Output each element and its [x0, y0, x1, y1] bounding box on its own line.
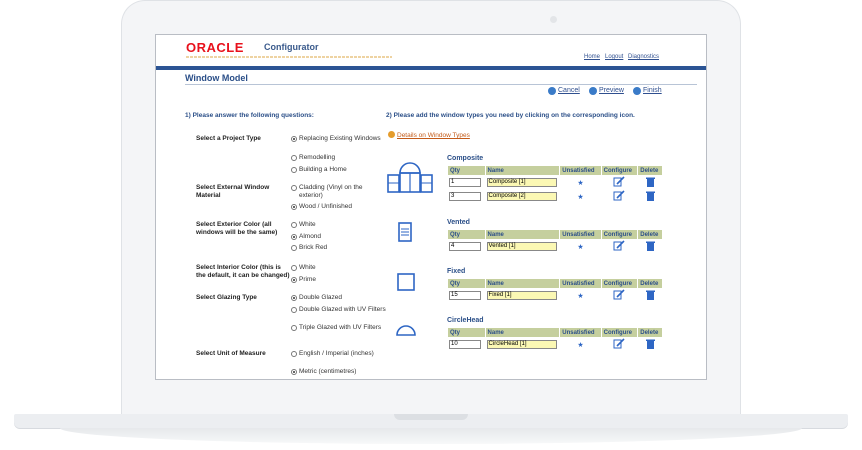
radio-option[interactable] — [291, 166, 386, 174]
composite-table — [447, 165, 663, 204]
radio-option[interactable] — [291, 203, 386, 211]
radio-option[interactable] — [291, 233, 386, 241]
col-name: Name — [485, 279, 560, 289]
question-label: Select Glazing Type — [196, 294, 257, 301]
col-unsatisfied: Unsatisfied — [560, 230, 601, 240]
radio-icon[interactable] — [291, 277, 297, 283]
page-title: Window Model — [185, 73, 248, 83]
radio-label: Triple Glazed with UV Filters — [299, 324, 382, 331]
cancel-button[interactable]: Cancel — [558, 87, 580, 94]
radio-icon[interactable] — [291, 245, 297, 251]
radio-icon[interactable] — [291, 295, 297, 301]
composite-window-icon[interactable] — [386, 156, 434, 194]
qty-input[interactable]: 10 — [449, 340, 481, 349]
radio-label: Replacing Existing Windows — [299, 135, 381, 142]
col-qty: Qty — [448, 166, 486, 176]
cancel-icon[interactable] — [548, 87, 556, 95]
col-unsatisfied: Unsatisfied — [560, 328, 601, 338]
radio-option[interactable] — [291, 184, 386, 200]
question-label: Select External Window Material — [196, 184, 270, 199]
diagnostics-link[interactable]: Diagnostics — [628, 54, 660, 60]
col-delete: Delete — [638, 279, 663, 289]
radio-label: Double Glazed with UV Filters — [299, 306, 386, 313]
radio-option[interactable] — [291, 135, 386, 143]
radio-icon[interactable] — [291, 351, 297, 357]
question-label: Select Unit of Measure — [196, 350, 266, 357]
table-row — [448, 289, 663, 303]
radio-icon[interactable] — [291, 167, 297, 173]
circlehead-window-icon[interactable] — [396, 324, 416, 336]
logo-underline — [186, 56, 392, 58]
unsatisfied-star-icon: ★ — [560, 289, 601, 303]
radio-option[interactable] — [291, 324, 386, 332]
finish-button[interactable]: Finish — [643, 87, 662, 94]
qty-input[interactable]: 4 — [449, 242, 481, 251]
qty-input[interactable]: 3 — [449, 192, 481, 201]
col-name: Name — [485, 230, 560, 240]
unsatisfied-star-icon: ★ — [560, 190, 601, 204]
delete-trash-icon[interactable] — [638, 289, 663, 303]
vented-table — [447, 229, 663, 254]
configure-pencil-icon[interactable] — [601, 176, 638, 190]
radio-option[interactable] — [291, 221, 386, 229]
radio-icon[interactable] — [291, 265, 297, 271]
preview-button[interactable]: Preview — [599, 87, 624, 94]
radio-option[interactable] — [291, 350, 386, 358]
radio-label: Almond — [299, 233, 322, 240]
details-window-types-link[interactable]: Details on Window Types — [397, 132, 470, 139]
table-row — [448, 176, 663, 190]
fixed-table — [447, 278, 663, 303]
info-icon — [388, 131, 395, 138]
col-qty: Qty — [448, 279, 486, 289]
camera-icon — [550, 16, 557, 23]
question-label: Select Interior Color (this is the default, it can be changed) — [196, 264, 290, 279]
name-input[interactable]: CircleHead [1] — [487, 340, 557, 349]
col-configure: Configure — [601, 166, 638, 176]
question-label: Select a Project Type — [196, 135, 261, 142]
section-title-composite: Composite — [447, 155, 484, 162]
col-configure: Configure — [601, 279, 638, 289]
configure-pencil-icon[interactable] — [601, 240, 638, 254]
questions-heading: 1) Please answer the following questions: — [185, 112, 314, 119]
unsatisfied-star-icon: ★ — [560, 338, 601, 352]
section-title-circlehead: CircleHead — [447, 317, 484, 324]
delete-trash-icon[interactable] — [638, 176, 663, 190]
fixed-window-icon[interactable] — [397, 273, 415, 291]
col-qty: Qty — [448, 328, 486, 338]
radio-label: Double Glazed — [299, 294, 342, 301]
table-row — [448, 240, 663, 254]
col-unsatisfied: Unsatisfied — [560, 279, 601, 289]
vented-window-icon[interactable] — [398, 222, 412, 242]
col-name: Name — [485, 166, 560, 176]
finish-icon[interactable] — [633, 87, 641, 95]
radio-option[interactable] — [291, 154, 386, 162]
laptop-base-shadow — [60, 428, 802, 444]
name-input[interactable]: Vented [1] — [487, 242, 557, 251]
col-delete: Delete — [638, 166, 663, 176]
name-input[interactable]: Composite [1] — [487, 178, 557, 187]
qty-input[interactable]: 1 — [449, 178, 481, 187]
col-configure: Configure — [601, 328, 638, 338]
radio-icon[interactable] — [291, 155, 297, 161]
configure-pencil-icon[interactable] — [601, 338, 638, 352]
unsatisfied-star-icon: ★ — [560, 176, 601, 190]
oracle-logo: ORACLE — [186, 40, 244, 55]
col-qty: Qty — [448, 230, 486, 240]
radio-option[interactable] — [291, 306, 386, 314]
name-input[interactable]: Composite [2] — [487, 192, 557, 201]
table-row — [448, 338, 663, 352]
question-label: Select Exterior Color (all windows will be the same) — [196, 221, 278, 236]
radio-label: Brick Red — [299, 244, 328, 251]
configure-pencil-icon[interactable] — [601, 190, 638, 204]
header-bar — [156, 66, 707, 70]
delete-trash-icon[interactable] — [638, 338, 663, 352]
delete-trash-icon[interactable] — [638, 240, 663, 254]
radio-label: Cladding (Vinyl on the exterior) — [299, 184, 363, 199]
home-link[interactable]: Home — [584, 54, 601, 60]
section-title-fixed: Fixed — [447, 268, 466, 275]
delete-trash-icon[interactable] — [638, 190, 663, 204]
app-screen — [155, 34, 707, 380]
title-divider — [185, 84, 697, 85]
col-name: Name — [485, 328, 560, 338]
radio-option[interactable] — [291, 294, 386, 302]
window-types-heading: 2) Please add the window types you need by clicking on the corresponding icon. — [386, 112, 635, 119]
radio-icon[interactable] — [291, 204, 297, 210]
col-configure: Configure — [601, 230, 638, 240]
circlehead-table — [447, 327, 663, 352]
unsatisfied-star-icon: ★ — [560, 240, 601, 254]
radio-icon[interactable] — [291, 325, 297, 331]
section-title-vented: Vented — [447, 219, 470, 226]
logout-link[interactable]: Logout — [605, 54, 624, 60]
radio-icon[interactable] — [291, 234, 297, 240]
radio-option[interactable] — [291, 368, 386, 376]
radio-option[interactable] — [291, 264, 386, 272]
radio-label: Building a Home — [299, 166, 347, 173]
radio-label: Wood / Unfinished — [299, 203, 352, 210]
radio-label: Metric (centimetres) — [299, 368, 357, 375]
radio-icon[interactable] — [291, 369, 297, 375]
qty-input[interactable]: 15 — [449, 291, 481, 300]
laptop-notch — [394, 414, 468, 420]
radio-icon[interactable] — [291, 136, 297, 142]
radio-icon[interactable] — [291, 307, 297, 313]
name-input[interactable]: Fixed [1] — [487, 291, 557, 300]
table-row — [448, 190, 663, 204]
radio-label: English / Imperial (inches) — [299, 350, 374, 357]
preview-icon[interactable] — [589, 87, 597, 95]
radio-option[interactable] — [291, 244, 386, 252]
radio-option[interactable] — [291, 276, 386, 284]
radio-label: Prime — [299, 276, 316, 283]
configure-pencil-icon[interactable] — [601, 289, 638, 303]
radio-icon[interactable] — [291, 222, 297, 228]
col-delete: Delete — [638, 230, 663, 240]
radio-icon[interactable] — [291, 185, 297, 191]
col-delete: Delete — [638, 328, 663, 338]
col-unsatisfied: Unsatisfied — [560, 166, 601, 176]
product-name: Configurator — [264, 42, 319, 52]
radio-label: White — [299, 221, 316, 228]
radio-label: White — [299, 264, 316, 271]
radio-label: Remodelling — [299, 154, 336, 161]
